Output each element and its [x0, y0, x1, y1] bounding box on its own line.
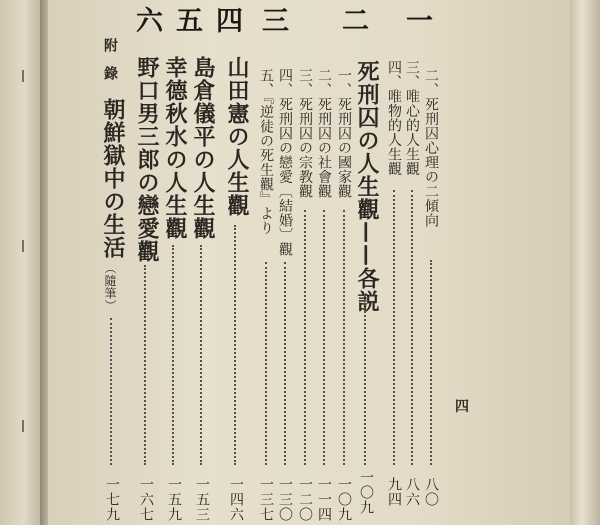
chapter-title: 幸德秋水の人生觀 [162, 56, 188, 240]
leader-dots [172, 245, 174, 465]
appendix-title: 朝鮮獄中の生活 [100, 98, 126, 259]
page-number: 一五三 [194, 477, 210, 522]
leader-dots [110, 318, 112, 465]
appendix-label: 附錄 [102, 38, 118, 94]
page-number: 八六 [404, 477, 420, 507]
leader-dots [430, 260, 432, 465]
leader-dots [364, 295, 366, 465]
leader-dots [343, 210, 345, 465]
leader-dots [323, 210, 325, 465]
right-page-edge [570, 0, 600, 525]
binding-stitch [22, 70, 24, 82]
toc-entry: 五、『逆徒の死生觀』より [258, 68, 274, 235]
binding-stitch [22, 420, 24, 432]
toc-entry: 三、唯心的人生觀 [404, 60, 420, 176]
page-number: 一五九 [166, 477, 182, 522]
leader-dots [144, 265, 146, 465]
chapter-number-3: 三 [262, 6, 289, 37]
toc-entry: 二、死刑囚の社會觀 [316, 68, 332, 199]
toc-entry: 二、死刑囚心理の二傾向 [423, 68, 439, 228]
chapter-number-6: 六 [136, 6, 163, 37]
page-number: 八〇 [423, 477, 439, 507]
page-number: 一一四 [316, 477, 332, 522]
chapter-number-2: 二 [342, 6, 369, 37]
page-number: 一四六 [228, 477, 244, 522]
page-number: 九四 [386, 477, 402, 507]
leader-dots [304, 210, 306, 465]
toc-entry: 四、唯物的人生觀 [386, 60, 402, 176]
chapter-number-5: 五 [176, 6, 203, 37]
page-number: 一〇九 [336, 477, 352, 522]
binding-stitch [22, 240, 24, 252]
leader-dots [200, 245, 202, 465]
page-number: 一〇九 [358, 470, 374, 515]
chapter-title: 野口男三郎の戀愛觀 [134, 56, 160, 263]
folio-page-number: 四 [455, 399, 469, 415]
leader-dots [411, 190, 413, 465]
page-number: 一三七 [258, 477, 274, 522]
page-number: 一六七 [138, 477, 154, 522]
page-number: 一三〇 [277, 477, 293, 522]
chapter-number-1: 一 [406, 6, 433, 37]
leader-dots [265, 262, 267, 465]
toc-entry: 四、死刑囚の戀愛〔結婚〕觀 [277, 68, 293, 257]
chapter-title: 山田憲の人生觀 [224, 56, 250, 217]
toc-entry: 三、死刑囚の宗教觀 [297, 68, 313, 199]
chapter-number-4: 四 [216, 6, 243, 37]
toc-entry: 一、死刑囚の國家觀 [336, 68, 352, 199]
page-number: 一二〇 [297, 477, 313, 522]
leader-dots [234, 225, 236, 465]
chapter-title: 島倉儀平の人生觀 [190, 56, 216, 240]
appendix-note: （隨筆） [103, 262, 117, 312]
leader-dots [284, 262, 286, 465]
leader-dots [393, 190, 395, 465]
chapter-title: 死刑囚の人生觀——各説 [354, 60, 380, 313]
page-number: 一七九 [104, 477, 120, 522]
